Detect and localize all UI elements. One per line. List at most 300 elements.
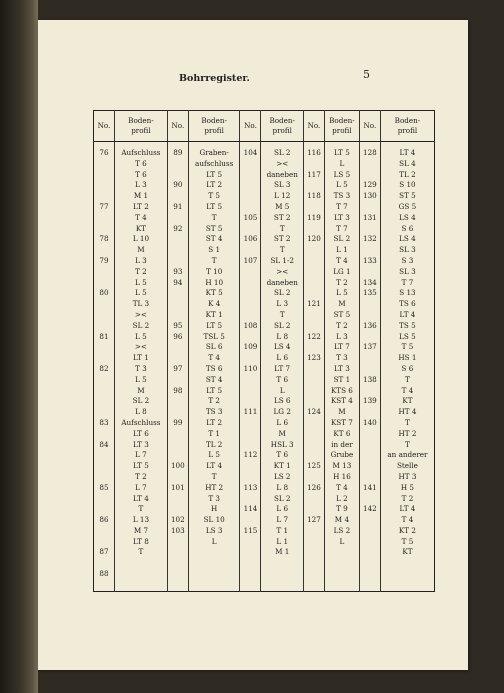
bodenprofil-entry: T 5: [208, 191, 220, 201]
bodenprofil-entry: T 4: [336, 482, 348, 492]
bodenprofil-entry: S 13: [399, 288, 416, 298]
bodenprofil-entry: LS 2: [273, 471, 291, 481]
bodenprofil-entry: T: [405, 417, 410, 427]
bodenprofil-entry: T: [405, 374, 410, 384]
bohrung-number: 117: [307, 169, 321, 179]
bohrung-number: 104: [243, 148, 258, 157]
bohrung-number: 116: [307, 148, 321, 157]
bohrung-number: 132: [363, 234, 377, 244]
bohrung-number: [168, 353, 188, 364]
bodenprofil-entry: T 6: [276, 450, 289, 460]
col3-no-cell: [240, 142, 261, 592]
bohrung-number: [304, 224, 324, 235]
bohrung-number: [168, 288, 188, 299]
bodenprofil-entry: LT 4: [133, 493, 149, 503]
bohrung-number: [94, 353, 114, 364]
bohrung-number: [168, 170, 188, 181]
bodenprofil-entry: LT 8: [133, 536, 149, 546]
bodenprofil-entry: SL 2: [333, 234, 351, 244]
bodenprofil-entry: T 2: [208, 396, 220, 406]
col1-no-list: [94, 148, 114, 591]
bodenprofil-entry: ST 5: [333, 309, 351, 319]
bodenprofil-entry: KTS 6: [330, 385, 353, 395]
bohrung-number: 120: [307, 234, 321, 244]
bohrung-number: 114: [243, 504, 258, 514]
bohrung-number: [240, 170, 260, 181]
bohrung-number: [168, 429, 188, 440]
bodenprofil-entry: Aufschluss: [121, 148, 161, 157]
bodenprofil-entry: M: [278, 428, 286, 438]
bodenprofil-entry: S 1: [208, 245, 221, 255]
bodenprofil-entry: T 9: [336, 504, 348, 514]
bodenprofil-entry: T 2: [135, 266, 147, 276]
bodenprofil-entry: SL 1-2: [270, 255, 294, 265]
bohrung-number: [94, 245, 114, 256]
bodenprofil-entry: T 1: [276, 525, 289, 535]
bodenprofil-entry: T 4: [336, 255, 348, 265]
bodenprofil-entry: L: [339, 536, 345, 546]
bodenprofil-entry: ST 5: [399, 191, 416, 201]
bohrung-number: [240, 440, 260, 451]
bohrung-number: [304, 310, 324, 321]
table-header-row: [94, 111, 435, 142]
bohrung-number: [304, 245, 324, 256]
bodenprofil-entry: KT 2: [398, 525, 416, 535]
bohrung-number: 106: [243, 234, 258, 244]
bodenprofil-entry: T: [211, 471, 217, 481]
bohrung-number: [168, 440, 188, 451]
bodenprofil-entry: T: [279, 309, 285, 319]
bodenprofil-entry: LT 5: [206, 201, 223, 211]
bodenprofil-entry: LS 4: [399, 234, 416, 244]
bohrung-number: 110: [243, 363, 258, 373]
bodenprofil-entry: SL 2: [132, 396, 150, 406]
bodenprofil-entry: LT 2: [206, 417, 223, 427]
bohrung-number: [94, 461, 114, 472]
bodenprofil-entry: LG 2: [273, 407, 291, 417]
bodenprofil-entry: L 8: [276, 331, 289, 341]
bodenprofil-entry: daneben: [266, 277, 298, 287]
column-header-no-3: No.: [240, 111, 261, 142]
bodenprofil-entry: L 1: [276, 536, 289, 546]
bodenprofil-entry: T 5: [401, 536, 414, 546]
bohrung-number: [304, 288, 324, 299]
bohrung-number: 84: [99, 439, 109, 449]
bohrung-number: [94, 224, 114, 235]
bodenprofil-entry: L 5: [135, 277, 147, 287]
bodenprofil-entry: LT 7: [274, 363, 291, 373]
col4-profil-cell: [324, 142, 359, 592]
bohrung-number: [168, 342, 188, 353]
bohrung-number: [94, 159, 114, 170]
bohrung-number: 133: [363, 255, 377, 265]
bohrung-number: [168, 310, 188, 321]
col5-profil-list: [381, 148, 434, 558]
bohrung-number: [168, 245, 188, 256]
bohrung-number: [240, 537, 260, 548]
bodenprofil-entry: ><: [276, 266, 289, 276]
bohrung-number: 85: [99, 482, 109, 492]
bodenprofil-entry: KT: [135, 223, 146, 233]
bohrung-number: 103: [170, 525, 185, 535]
bodenprofil-entry: KST 4: [330, 396, 353, 406]
bodenprofil-entry: ST 1: [333, 374, 351, 384]
bohrung-number: [304, 504, 324, 515]
bodenprofil-entry: ><: [276, 158, 289, 168]
bodenprofil-entry: T 4: [401, 385, 414, 395]
bohrregister-table: [93, 110, 435, 592]
bohrung-number: [360, 461, 380, 472]
bohrung-number: [360, 429, 380, 440]
bodenprofil-entry: KT: [402, 396, 413, 406]
bohrung-number: 97: [173, 363, 183, 373]
bodenprofil-entry: L 5: [336, 288, 348, 298]
bodenprofil-entry: KT 1: [205, 309, 223, 319]
bohrung-number: 92: [173, 223, 183, 233]
bohrung-number: [240, 245, 260, 256]
bohrung-number: [304, 526, 324, 537]
bodenprofil-entry: T 10: [206, 266, 223, 276]
bodenprofil-entry: LT 4: [399, 309, 416, 319]
bodenprofil-entry: M 4: [334, 515, 350, 525]
bohrung-number: [94, 278, 114, 289]
column-header-no-5: No.: [359, 111, 380, 142]
bodenprofil-entry: KT 1: [273, 461, 291, 471]
bodenprofil-entry: LT 3: [333, 363, 350, 373]
bodenprofil-entry: L 5: [135, 374, 147, 384]
bodenprofil-entry: L 6: [276, 353, 289, 363]
column-header-profil-2: [188, 111, 240, 142]
bodenprofil-entry: LT 5: [206, 320, 223, 330]
bodenprofil-entry: L 3: [135, 180, 147, 190]
bohrung-number: [94, 558, 114, 569]
bodenprofil-entry: T 2: [135, 471, 147, 481]
bohrung-number: [360, 364, 380, 375]
bodenprofil-entry: SL 3: [399, 245, 416, 255]
bohrung-number: 119: [307, 212, 321, 222]
bodenprofil-entry: LT 5: [333, 148, 350, 157]
bodenprofil-entry: TL 2: [399, 169, 416, 179]
bohrung-number: [240, 558, 260, 569]
bohrung-number: [240, 386, 260, 397]
bohrung-number: 111: [243, 407, 258, 417]
bodenprofil-entry: SL 2: [273, 148, 291, 157]
bodenprofil-entry: ST 4: [205, 374, 223, 384]
bohrung-number: [94, 170, 114, 181]
table-body-row: [94, 142, 435, 592]
bohrung-number: [168, 472, 188, 483]
bohrung-number: 121: [307, 299, 321, 309]
bohrung-number: [304, 342, 324, 353]
bodenprofil-entry: M 1: [275, 547, 290, 557]
bohrung-number: [360, 202, 380, 213]
bohrung-number: [94, 494, 114, 505]
bohrung-number: [94, 504, 114, 515]
bohrung-number: 80: [99, 288, 109, 298]
bohrung-number: [94, 450, 114, 461]
col2-profil-list: [189, 148, 240, 547]
bohrung-number: [304, 396, 324, 407]
column-header-profil-label: Boden- profil: [329, 116, 355, 135]
bohrung-number: [360, 310, 380, 321]
bohrung-number: 135: [363, 288, 377, 298]
bohrung-number: 127: [307, 515, 321, 525]
bohrung-number: [240, 159, 260, 170]
bohrung-number: [240, 515, 260, 526]
bohrung-number: 99: [173, 417, 183, 427]
bohrung-number: 131: [363, 212, 377, 222]
bohrung-number: 86: [99, 515, 109, 525]
bohrung-number: [304, 180, 324, 191]
bodenprofil-entry: ST 2: [273, 234, 291, 244]
bohrung-number: 113: [243, 482, 258, 492]
bodenprofil-entry: L 7: [135, 450, 147, 460]
bohrung-number: [168, 504, 188, 515]
bohrung-number: 93: [173, 266, 183, 276]
column-header-profil-5: [380, 111, 434, 142]
column-header-profil-4: [324, 111, 359, 142]
bodenprofil-entry: T 3: [135, 363, 147, 373]
bohrung-number: [360, 332, 380, 343]
bodenprofil-entry: SL 3: [399, 266, 416, 276]
bodenprofil-entry: LS 4: [399, 212, 416, 222]
bodenprofil-entry: ST 4: [205, 234, 223, 244]
bohrung-number: 138: [363, 374, 377, 384]
bohrung-number: 90: [173, 180, 183, 190]
bohrung-number: 82: [99, 363, 109, 373]
bodenprofil-entry: T: [279, 245, 285, 255]
bodenprofil-entry: L 2: [336, 493, 348, 503]
bodenprofil-entry: LT 4: [399, 148, 416, 157]
bohrung-number: [94, 180, 114, 191]
col4-no-list: [304, 148, 324, 537]
bodenprofil-entry: T 3: [208, 493, 220, 503]
bohrung-number: [94, 526, 114, 537]
col2-profil-cell: [188, 142, 240, 592]
bodenprofil-entry: TS 3: [205, 407, 223, 417]
bohrung-number: [240, 224, 260, 235]
bodenprofil-entry: SL 3: [273, 180, 291, 190]
bohrung-number: [94, 580, 114, 591]
bodenprofil-entry: HT 3: [398, 471, 417, 481]
bodenprofil-entry: T 3: [336, 353, 348, 363]
bodenprofil-entry: L 6: [276, 417, 289, 427]
column-header-profil-1: [115, 111, 168, 142]
bohrung-number: [240, 429, 260, 440]
bohrung-number: [240, 278, 260, 289]
bohrung-number: [240, 418, 260, 429]
bodenprofil-entry: daneben: [266, 169, 298, 179]
bohrung-number: [304, 450, 324, 461]
bohrung-number: [168, 159, 188, 170]
bohrung-number: [360, 353, 380, 364]
bohrung-number: [360, 407, 380, 418]
col3-no-list: [240, 148, 260, 569]
bodenprofil-entry: T 7: [336, 223, 348, 233]
bodenprofil-entry: LT 2: [133, 201, 149, 211]
bodenprofil-entry: SL 4: [399, 158, 416, 168]
bohrung-number: 112: [243, 450, 258, 460]
bohrung-number: [94, 407, 114, 418]
bohrung-number: 79: [99, 255, 109, 265]
bohrung-number: [94, 396, 114, 407]
bohrung-number: 95: [173, 320, 183, 330]
bodenprofil-entry: LT 5: [133, 461, 149, 471]
bodenprofil-entry: TSL 5: [203, 331, 225, 341]
bodenprofil-entry: TL 3: [132, 299, 150, 309]
column-header-profil-label: Boden- profil: [269, 116, 295, 135]
bodenprofil-entry: LT 4: [399, 504, 416, 514]
bodenprofil-entry: SL 2: [273, 493, 291, 503]
bodenprofil-entry: an anderer: [387, 450, 428, 460]
bodenprofil-entry: Grube: [330, 450, 354, 460]
bodenprofil-entry: L 13: [132, 515, 150, 525]
bohrung-number: [94, 310, 114, 321]
bodenprofil-entry: T 2: [336, 277, 348, 287]
bohrung-number: 77: [99, 201, 109, 211]
bodenprofil-entry: L 5: [135, 331, 147, 341]
bohrung-number: 122: [307, 331, 321, 341]
bohrung-number: [360, 515, 380, 526]
bodenprofil-entry: LS 5: [399, 331, 416, 341]
bohrung-number: 125: [307, 461, 321, 471]
bodenprofil-entry: SL 2: [273, 288, 291, 298]
bodenprofil-entry: T 7: [336, 201, 348, 211]
bohrung-number: [360, 472, 380, 483]
bodenprofil-entry: M 7: [133, 525, 149, 535]
bohrung-number: 96: [173, 331, 183, 341]
bohrung-number: [360, 450, 380, 461]
bohrung-number: [304, 429, 324, 440]
bodenprofil-entry: T 4: [401, 515, 414, 525]
column-header-no-1: No.: [94, 111, 115, 142]
col1-no-cell: [94, 142, 115, 592]
bodenprofil-entry: Stelle: [396, 461, 418, 471]
bohrung-number: 134: [363, 277, 377, 287]
bohrung-number: [94, 267, 114, 278]
bohrung-number: [360, 224, 380, 235]
bohrung-number: [94, 386, 114, 397]
bohrung-number: 91: [173, 201, 183, 211]
bodenprofil-entry: T: [211, 255, 217, 265]
bodenprofil-entry: LG 1: [333, 266, 351, 276]
bohrung-number: [240, 461, 260, 472]
bohrung-number: [304, 440, 324, 451]
bodenprofil-entry: HSL 3: [270, 439, 294, 449]
bohrung-number: [94, 321, 114, 332]
bohrung-number: 98: [173, 385, 183, 395]
bohrung-number: [168, 375, 188, 386]
bodenprofil-entry: HS 1: [398, 353, 417, 363]
bohrung-number: [240, 202, 260, 213]
bodenprofil-entry: L 12: [274, 191, 291, 201]
bohrung-number: [240, 299, 260, 310]
bodenprofil-entry: SL 2: [132, 320, 150, 330]
bodenprofil-entry: ><: [134, 309, 147, 319]
bohrung-number: [240, 396, 260, 407]
bodenprofil-entry: T 6: [135, 169, 147, 179]
bodenprofil-entry: M: [137, 385, 145, 395]
bohrung-number: 123: [307, 353, 321, 363]
bohrung-number: [94, 213, 114, 224]
bodenprofil-entry: L: [211, 536, 217, 546]
col4-no-cell: [303, 142, 324, 592]
bodenprofil-entry: LT 4: [206, 461, 223, 471]
bohrung-number: [168, 537, 188, 548]
bohrung-number: 78: [99, 234, 109, 244]
bodenprofil-entry: LT 1: [133, 353, 149, 363]
bodenprofil-entry: L: [339, 158, 345, 168]
bohrung-number: 81: [99, 331, 109, 341]
bodenprofil-entry: T 4: [135, 212, 147, 222]
page-number: 5: [363, 68, 370, 81]
bohrung-number: [168, 213, 188, 224]
bodenprofil-entry: LT 3: [333, 212, 350, 222]
column-header-profil-label: Boden- profil: [128, 116, 154, 135]
bohrung-number: [360, 170, 380, 181]
bohrung-number: [240, 180, 260, 191]
col5-no-list: [360, 148, 380, 526]
column-header-no-2: No.: [167, 111, 188, 142]
bohrung-number: [168, 299, 188, 310]
bodenprofil-entry: T 7: [401, 277, 414, 287]
bodenprofil-entry: L 8: [276, 482, 289, 492]
bohrung-number: [240, 494, 260, 505]
bodenprofil-entry: S 6: [401, 223, 414, 233]
bodenprofil-entry: T 2: [336, 320, 348, 330]
bohrung-number: 115: [243, 525, 258, 535]
bohrung-number: 94: [173, 277, 183, 287]
bodenprofil-entry: GS 5: [398, 201, 417, 211]
bodenprofil-entry: LT 2: [206, 180, 223, 190]
bodenprofil-entry: H 5: [400, 482, 414, 492]
bodenprofil-entry: LS 3: [205, 525, 223, 535]
bodenprofil-entry: T: [405, 439, 410, 449]
bohrung-number: [304, 364, 324, 375]
bodenprofil-entry: T: [138, 547, 144, 557]
bohrung-number: 100: [170, 461, 185, 471]
bodenprofil-entry: H 16: [333, 471, 351, 481]
col3-profil-cell: [261, 142, 303, 592]
bohrung-number: [304, 256, 324, 267]
bodenprofil-entry: ST 2: [273, 212, 291, 222]
bodenprofil-entry: Graben-: [199, 148, 229, 157]
bohrung-number: 108: [243, 320, 258, 330]
bodenprofil-entry: L 5: [135, 288, 147, 298]
bohrung-number: [304, 418, 324, 429]
bodenprofil-entry: SL 6: [205, 342, 223, 352]
bodenprofil-entry: T 5: [401, 342, 414, 352]
bohrung-number: [304, 159, 324, 170]
bohrung-number: 130: [363, 191, 377, 201]
bohrung-number: 140: [363, 417, 377, 427]
bodenprofil-entry: L 7: [135, 482, 147, 492]
book-spine: [0, 0, 38, 693]
bodenprofil-entry: KST 7: [330, 417, 353, 427]
bohrung-number: [240, 288, 260, 299]
bodenprofil-entry: M 1: [133, 191, 149, 201]
bodenprofil-entry: S 3: [401, 255, 414, 265]
bodenprofil-entry: aufschluss: [195, 158, 234, 168]
bohrung-number: [94, 472, 114, 483]
bodenprofil-entry: in der: [331, 439, 353, 449]
bohrung-number: [240, 191, 260, 202]
bohrung-number: 142: [363, 504, 377, 514]
bohrung-number: 139: [363, 396, 377, 406]
bohrung-number: [240, 267, 260, 278]
bohrung-number: [240, 310, 260, 321]
bodenprofil-entry: M: [137, 245, 145, 255]
